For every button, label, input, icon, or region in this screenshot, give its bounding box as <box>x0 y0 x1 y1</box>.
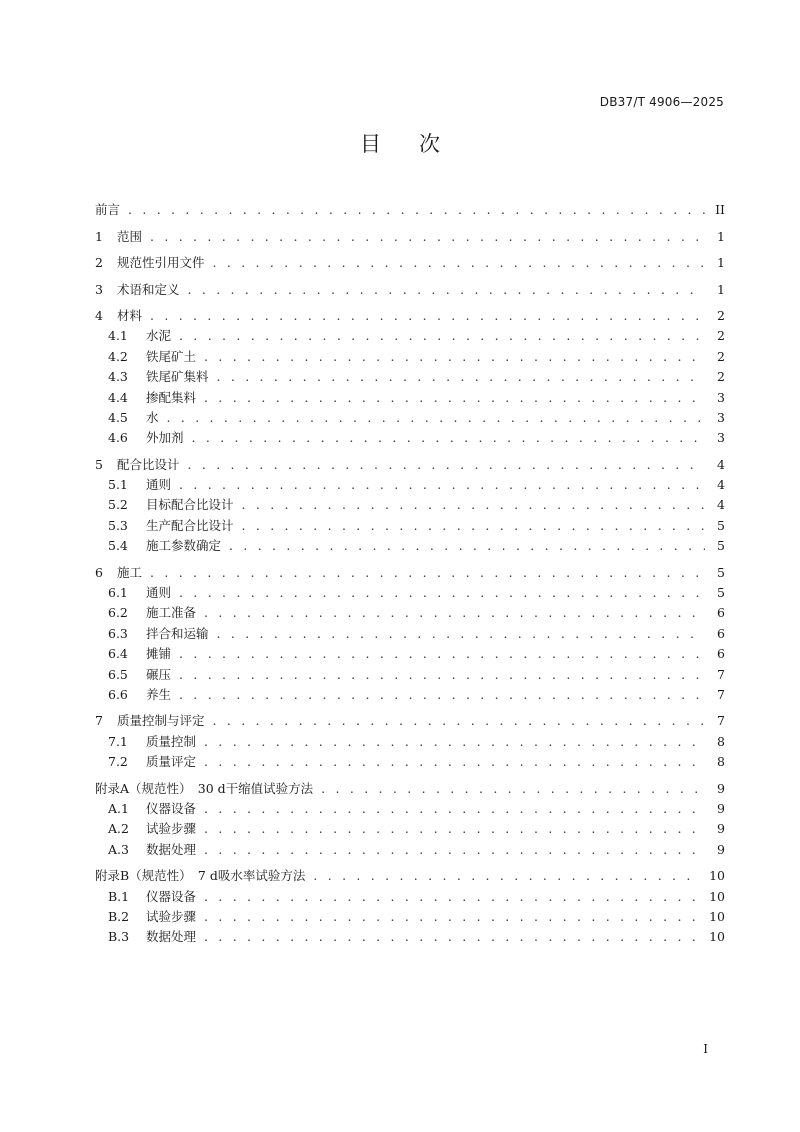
toc-entry-number: 2 <box>95 255 103 271</box>
toc-entry-title: 仪器设备 <box>146 888 197 904</box>
toc-page-number: 2 <box>717 369 725 385</box>
dot-leader <box>204 388 705 408</box>
dot-leader <box>179 685 705 705</box>
toc-page-number: 9 <box>717 821 725 837</box>
toc-subentry[interactable] <box>95 664 725 684</box>
toc-entry-number: 4.5 <box>108 409 128 425</box>
dot-leader <box>229 536 705 556</box>
toc-entry-number: 6.6 <box>108 686 128 702</box>
toc-page-number: 6 <box>717 605 725 621</box>
toc-entry-title: 数据处理 <box>146 929 197 945</box>
page-number: I <box>703 1042 708 1056</box>
toc-entry-title: 掺配集料 <box>146 389 197 405</box>
toc-page-number: 2 <box>717 348 725 364</box>
toc-page-number: 9 <box>717 800 725 816</box>
toc-entry[interactable] <box>95 306 725 326</box>
toc-entry-title: 试验步骤 <box>146 821 197 837</box>
toc-page-number: 7 <box>717 686 725 702</box>
toc-subentry[interactable] <box>95 907 725 927</box>
table-of-contents <box>95 200 725 947</box>
toc-entry-title: 拌合和运输 <box>146 625 209 641</box>
dot-leader <box>204 840 705 860</box>
dot-leader <box>188 455 705 475</box>
toc-entry-number: 4.2 <box>108 348 128 364</box>
toc-entry-title: 范围 <box>117 228 143 244</box>
toc-subentry[interactable] <box>95 839 725 859</box>
toc-page-number: 10 <box>709 888 725 904</box>
toc-entry-title: 规范性引用文件 <box>117 255 205 271</box>
toc-page-number: 3 <box>717 409 725 425</box>
toc-subentry[interactable] <box>95 583 725 603</box>
toc-entry-title: 质量控制与评定 <box>117 713 205 729</box>
toc-entry-number: 4.3 <box>108 369 128 385</box>
dot-leader <box>150 563 705 583</box>
toc-page-number: 1 <box>717 281 725 297</box>
toc-page-number: 7 <box>717 666 725 682</box>
dot-leader <box>321 779 705 799</box>
dot-leader <box>188 280 705 300</box>
dot-leader <box>150 227 705 247</box>
toc-entry-title: 水 <box>146 409 159 425</box>
toc-entry-title: 施工参数确定 <box>146 538 222 554</box>
dot-leader <box>167 408 705 428</box>
toc-subentry[interactable] <box>95 428 725 448</box>
toc-page-number: 2 <box>717 328 725 344</box>
toc-page-number: 6 <box>717 625 725 641</box>
toc-page-number: II <box>715 202 725 218</box>
toc-page-number: 1 <box>717 228 725 244</box>
toc-entry-number: 5 <box>95 456 103 472</box>
toc-entry-number: 4.4 <box>108 389 128 405</box>
dot-leader <box>179 665 705 685</box>
toc-page-number: 5 <box>717 538 725 554</box>
dot-leader <box>204 732 705 752</box>
toc-page-number: 8 <box>717 754 725 770</box>
toc-subentry[interactable] <box>95 326 725 346</box>
dot-leader <box>204 819 705 839</box>
toc-entry[interactable] <box>95 253 725 273</box>
toc-entry-number: 6.2 <box>108 605 128 621</box>
dot-leader <box>204 603 705 623</box>
toc-page-number: 4 <box>717 456 725 472</box>
dot-leader <box>179 475 705 495</box>
toc-subentry[interactable] <box>95 752 725 772</box>
dot-leader <box>204 887 701 907</box>
toc-entry-title: 通则 <box>146 477 172 493</box>
toc-entry-number: 4 <box>95 307 103 323</box>
toc-entry-number: 5.4 <box>108 538 128 554</box>
toc-entry-number: A.1 <box>108 800 129 816</box>
toc-entry-title: 施工准备 <box>146 605 197 621</box>
toc-entry-title: 外加剂 <box>146 430 184 446</box>
dot-leader <box>204 347 705 367</box>
toc-subentry[interactable] <box>95 475 725 495</box>
toc-entry-number: 6.5 <box>108 666 128 682</box>
toc-entry-title: 通则 <box>146 585 172 601</box>
toc-entry-number: 4.6 <box>108 430 128 446</box>
toc-entry-number: 7.1 <box>108 733 128 749</box>
toc-page-number: 4 <box>717 497 725 513</box>
toc-subentry[interactable] <box>95 367 725 387</box>
toc-page-number: 9 <box>717 780 725 796</box>
toc-entry-number: 3 <box>95 281 103 297</box>
toc-page-number: 10 <box>709 908 725 924</box>
toc-entry-title: 数据处理 <box>146 841 197 857</box>
toc-entry-number: 6 <box>95 564 103 580</box>
toc-entry-title: 术语和定义 <box>117 281 180 297</box>
toc-entry[interactable] <box>95 454 725 474</box>
dot-leader <box>128 200 705 220</box>
toc-entry-title: 附录B（规范性） 7 d吸水率试验方法 <box>95 868 306 884</box>
dot-leader <box>213 711 705 731</box>
toc-subentry[interactable] <box>95 685 725 705</box>
toc-subentry[interactable] <box>95 799 725 819</box>
toc-entry-title: 质量控制 <box>146 733 197 749</box>
toc-entry-number: 7.2 <box>108 754 128 770</box>
toc-entry[interactable] <box>95 562 725 582</box>
dot-leader <box>242 516 705 536</box>
toc-subentry[interactable] <box>95 515 725 535</box>
toc-entry[interactable] <box>95 279 725 299</box>
toc-subentry[interactable] <box>95 495 725 515</box>
dot-leader <box>217 367 705 387</box>
toc-entry-title: 水泥 <box>146 328 172 344</box>
toc-entry-title: 目标配合比设计 <box>146 497 234 513</box>
toc-page-number: 8 <box>717 733 725 749</box>
toc-subentry[interactable] <box>95 623 725 643</box>
toc-entry-title: 铁尾矿土 <box>146 348 197 364</box>
dot-leader <box>204 752 705 772</box>
toc-entry[interactable] <box>95 711 725 731</box>
toc-entry-title: 前言 <box>95 202 121 218</box>
toc-entry-number: A.2 <box>108 821 129 837</box>
toc-page-number: 5 <box>717 564 725 580</box>
dot-leader <box>150 306 705 326</box>
toc-entry-number: 4.1 <box>108 328 128 344</box>
toc-page-number: 6 <box>717 646 725 662</box>
toc-page-number: 3 <box>717 389 725 405</box>
toc-subentry[interactable] <box>95 731 725 751</box>
toc-entry[interactable] <box>95 226 725 246</box>
toc-subentry[interactable] <box>95 927 725 947</box>
toc-entry-title: 生产配合比设计 <box>146 517 234 533</box>
toc-page-number: 5 <box>717 517 725 533</box>
toc-page-number: 10 <box>709 868 725 884</box>
dot-leader <box>313 866 701 886</box>
toc-entry-title: 材料 <box>117 307 143 323</box>
page-title: 目次 <box>360 132 478 156</box>
dot-leader <box>204 907 701 927</box>
toc-entry-number: 6.4 <box>108 646 128 662</box>
toc-entry-title: 摊铺 <box>146 646 172 662</box>
toc-entry-number: B.1 <box>108 888 130 904</box>
toc-subentry[interactable] <box>95 536 725 556</box>
dot-leader <box>192 428 705 448</box>
toc-entry-number: 5.1 <box>108 477 128 493</box>
toc-page-number: 7 <box>717 713 725 729</box>
toc-entry-title: 试验步骤 <box>146 908 197 924</box>
toc-page-number: 4 <box>717 477 725 493</box>
toc-page-number: 5 <box>717 585 725 601</box>
dot-leader <box>213 253 705 273</box>
toc-entry-number: B.3 <box>108 929 130 945</box>
toc-subentry[interactable] <box>95 387 725 407</box>
toc-entry-title: 附录A（规范性） 30 d干缩值试验方法 <box>95 780 314 796</box>
toc-subentry[interactable] <box>95 408 725 428</box>
dot-leader <box>217 624 705 644</box>
document-code: DB37/T 4906—2025 <box>599 95 724 109</box>
toc-subentry[interactable] <box>95 819 725 839</box>
toc-entry-number: 6.3 <box>108 625 128 641</box>
toc-entry-title: 配合比设计 <box>117 456 180 472</box>
toc-page-number: 1 <box>717 255 725 271</box>
toc-subentry[interactable] <box>95 346 725 366</box>
toc-entry-title: 养生 <box>146 686 172 702</box>
toc-subentry[interactable] <box>95 644 725 664</box>
toc-entry[interactable] <box>95 778 725 798</box>
toc-entry-number: 1 <box>95 228 103 244</box>
dot-leader <box>204 799 705 819</box>
toc-entry-number: 6.1 <box>108 585 128 601</box>
toc-entry-title: 铁尾矿集料 <box>146 369 209 385</box>
toc-subentry[interactable] <box>95 603 725 623</box>
toc-entry-title: 质量评定 <box>146 754 197 770</box>
dot-leader <box>179 583 705 603</box>
dot-leader <box>204 927 701 947</box>
toc-entry-title: 施工 <box>117 564 143 580</box>
toc-subentry[interactable] <box>95 886 725 906</box>
toc-entry-number: A.3 <box>108 841 129 857</box>
toc-entry-number: 5.3 <box>108 517 128 533</box>
dot-leader <box>242 495 705 515</box>
toc-page-number: 3 <box>717 430 725 446</box>
toc-page-number: 10 <box>709 929 725 945</box>
toc-entry-number: 5.2 <box>108 497 128 513</box>
toc-entry-title: 碾压 <box>146 666 172 682</box>
toc-page-number: 9 <box>717 841 725 857</box>
toc-page-number: 2 <box>717 307 725 323</box>
toc-entry-number: 7 <box>95 713 103 729</box>
toc-entry-title: 仪器设备 <box>146 800 197 816</box>
toc-entry-number: B.2 <box>108 908 130 924</box>
dot-leader <box>179 644 705 664</box>
dot-leader <box>179 326 705 346</box>
toc-entry[interactable] <box>95 200 725 220</box>
toc-entry[interactable] <box>95 866 725 886</box>
